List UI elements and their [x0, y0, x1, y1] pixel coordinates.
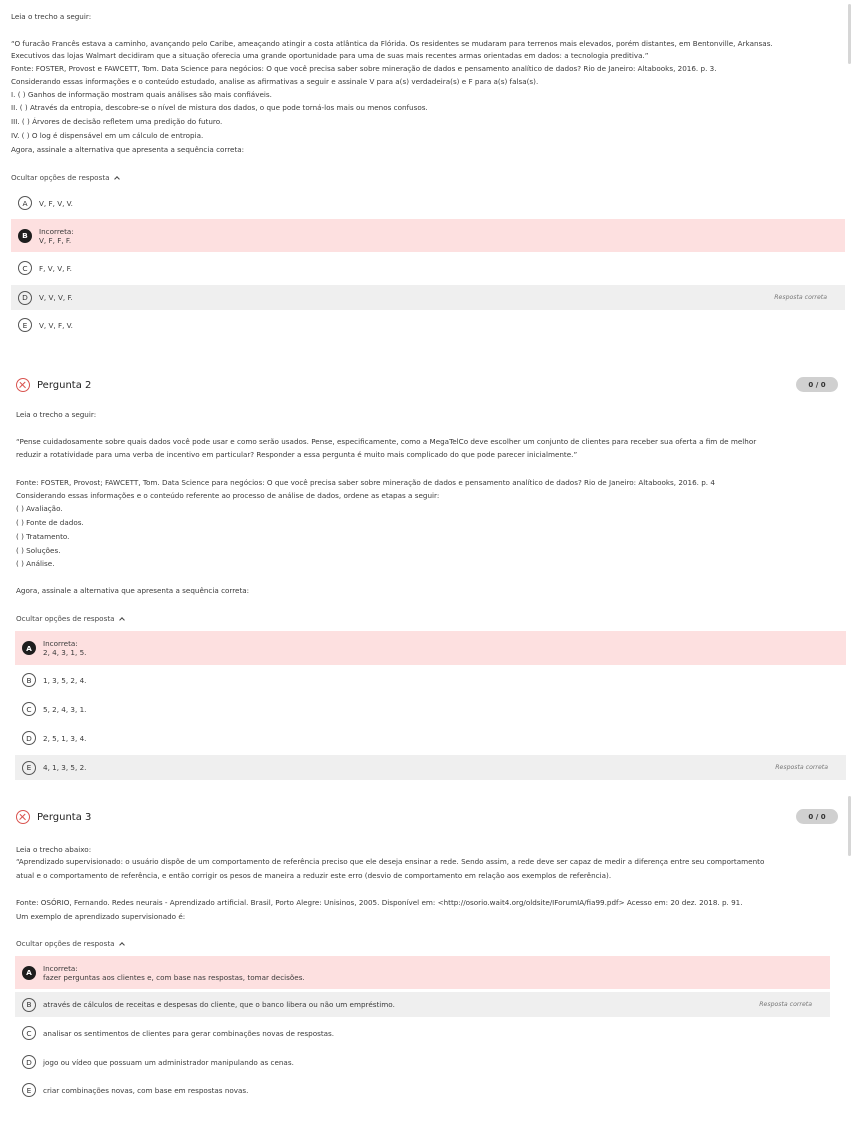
incorrect-label: Incorreta: [39, 226, 74, 236]
option-letter: C [22, 1026, 36, 1040]
option-text: V, V, F, V. [39, 320, 73, 330]
option-text: V, F, V, V. [39, 198, 73, 208]
q1-option-e[interactable] [11, 314, 845, 336]
chevron-up-icon [119, 942, 125, 948]
q3-intro: Leia o trecho abaixo: [16, 845, 92, 854]
q2-closing: Agora, assinale a alternativa que apresenta a sequência correta: [16, 586, 250, 595]
incorrect-x-icon [16, 810, 30, 824]
option-text: 2, 4, 3, 1, 5. [43, 648, 87, 657]
q3-quote-line: atual e o comportamento de referência, e então corrigir os pesos de maneira a reduzir este erro (desvio de comportamento em relação aos exemplos de referência). [16, 871, 612, 880]
q1-toggle-label: Ocultar opções de resposta [11, 173, 110, 182]
q1-text-line: Agora, assinale a alternativa que apresenta a sequência correta: [11, 145, 245, 154]
q1-option-c[interactable] [11, 257, 845, 279]
chevron-up-icon [119, 617, 125, 623]
correct-answer-note: Resposta correta [774, 294, 827, 301]
q1-option-a[interactable] [11, 192, 845, 214]
q1-text-line: “O furacão Francês estava a caminho, avançando pelo Caribe, ameaçando atingir a costa atlântica da Flórida. Os residentes se mudaram para terrenos mais elevados, porém distantes, em Bentonville, Arkansas. [11, 39, 773, 48]
correct-answer-note: Resposta correta [775, 764, 828, 771]
option-letter: D [22, 1055, 36, 1069]
question-3-panel [4, 796, 846, 1122]
option-letter: D [18, 291, 32, 305]
q1-text-line: Considerando essas informações e o conteúdo estudado, analise as afirmativas a seguir e assinale V para a(s) verdadeira(s) e F para a(s) falsa(s). [11, 77, 539, 86]
q1-option-d[interactable] [11, 285, 845, 310]
q1-text-line: IV. ( ) O log é dispensável em um cálculo de entropia. [11, 131, 204, 140]
q3-option-d[interactable] [15, 1051, 846, 1073]
q2-title: Pergunta 2 [37, 379, 92, 391]
q3-source-line: Fonte: OSÓRIO, Fernando. Redes neurais - Aprendizado artificial. Brasil, Porto Alegre: Unisinos, 2005. Disponível em: <http://osorio.wait4.org/oldsite/IForumIA/fia99.pdf> Acesso em: 20 dez. 2018. p. 91. [16, 898, 743, 907]
q2-toggle-label: Ocultar opções de resposta [16, 614, 115, 623]
incorrect-label: Incorreta: [43, 963, 78, 973]
option-letter: D [22, 731, 36, 745]
q2-option-b[interactable] [15, 669, 846, 691]
q2-step-line: ( ) Avaliação. [16, 504, 63, 513]
q2-step-line: ( ) Análise. [16, 559, 55, 568]
q3-option-a[interactable] [15, 956, 830, 989]
q1-hide-options-toggle[interactable] [11, 173, 119, 182]
q3-toggle-label: Ocultar opções de resposta [16, 939, 115, 948]
q2-header [16, 378, 91, 392]
option-text: analisar os sentimentos de clientes para gerar combinações novas de respostas. [43, 1028, 335, 1038]
option-letter: E [18, 318, 32, 332]
q1-text-line: Fonte: FOSTER, Provost e FAWCETT, Tom. Data Science para negócios: O que você precisa saber sobre mineração de dados e pensamento analítico de dados? Rio de Janeiro: Altabooks, 2016. p. 3. [11, 64, 717, 73]
option-letter: E [22, 1083, 36, 1097]
option-letter: C [22, 702, 36, 716]
correct-answer-note: Resposta correta [759, 1001, 812, 1008]
q2-score-badge: 0 / 0 [796, 377, 838, 392]
q3-option-c[interactable] [15, 1022, 846, 1044]
option-letter: B [18, 229, 32, 243]
q2-step-line: ( ) Tratamento. [16, 532, 70, 541]
q1-text-line: Executivos das lojas Walmart decidiram que a situação oferecia uma grande oportunidade para uma de suas mais recentes armas orientadas em dados: a tecnologia preditiva.” [11, 51, 649, 60]
option-letter: A [18, 196, 32, 210]
q1-text-line: II. ( ) Através da entropia, descobre-se o nível de mistura dos dados, o que pode torná-los mais ou menos confusos. [11, 103, 428, 112]
option-text: V, V, V, F. [39, 293, 73, 302]
option-text: 5, 2, 4, 3, 1. [43, 704, 87, 714]
question-2-panel [4, 364, 846, 790]
q3-question-line: Um exemplo de aprendizado supervisionado é: [16, 912, 186, 921]
incorrect-x-icon [16, 378, 30, 392]
incorrect-label: Incorreta: [43, 639, 78, 648]
option-text: criar combinações novas, com base em respostas novas. [43, 1085, 249, 1095]
q2-option-e[interactable] [15, 755, 846, 780]
q3-option-e[interactable] [15, 1079, 846, 1101]
q2-option-d[interactable] [15, 727, 846, 749]
q1-text-line: III. ( ) Árvores de decisão refletem uma predição do futuro. [11, 117, 223, 126]
q2-text-line: Considerando essas informações e o conteúdo referente ao processo de análise de dados, ordene as etapas a seguir: [16, 491, 440, 500]
option-text: 2, 5, 1, 3, 4. [43, 733, 87, 743]
option-letter: B [22, 998, 36, 1012]
option-text: 1, 3, 5, 2, 4. [43, 675, 87, 685]
option-letter: B [22, 673, 36, 687]
option-letter: A [22, 641, 36, 655]
option-text: V, F, F, F. [39, 235, 72, 245]
q3-quote-line: “Aprendizado supervisionado: o usuário dispõe de um comportamento de referência preciso que ele deseja ensinar a rede. Sendo assim, a rede deve ser capaz de medir a diferença entre seu comportamento [16, 857, 765, 866]
q3-title: Pergunta 3 [37, 811, 92, 823]
chevron-up-icon [114, 176, 120, 182]
option-text: F, V, V, F. [39, 263, 72, 273]
q2-intro: Leia o trecho a seguir: [16, 410, 97, 419]
q2-option-a[interactable] [15, 631, 846, 665]
q1-text-line: I. ( ) Ganhos de informação mostram quais análises são mais confiáveis. [11, 90, 272, 99]
q2-text-line: Fonte: FOSTER, Provost; FAWCETT, Tom. Data Science para negócios: O que você precisa saber sobre mineração de dados e pensamento analítico de dados? Rio de Janeiro: Altabooks, 2016. p. 4 [16, 478, 715, 487]
q2-step-line: ( ) Soluções. [16, 546, 61, 555]
q2-quote-line: “Pense cuidadosamente sobre quais dados você pode usar e como serão usados. Pense, especificamente, como a MegaTelCo deve escolher um conjunto de clientes para receber sua oferta a fim de melhor [16, 437, 757, 446]
option-letter: A [22, 966, 36, 980]
option-text: 4, 1, 3, 5, 2. [43, 763, 87, 772]
q3-hide-options-toggle[interactable] [16, 939, 124, 948]
q2-step-line: ( ) Fonte de dados. [16, 518, 84, 527]
q2-option-c[interactable] [15, 698, 846, 720]
option-letter: C [18, 261, 32, 275]
option-text: fazer perguntas aos clientes e, com base nas respostas, tomar decisões. [43, 972, 305, 982]
question-1-panel [0, 0, 845, 356]
q3-score-badge: 0 / 0 [796, 809, 838, 824]
q3-option-b[interactable] [15, 992, 830, 1017]
q3-header [16, 810, 91, 824]
option-text: jogo ou vídeo que possuam um administrador manipulando as cenas. [43, 1057, 294, 1067]
option-letter: E [22, 761, 36, 775]
q2-quote-line: reduzir a rotatividade para uma verba de incentivo em particular? Responder a essa pergunta é muito mais complicado do que pode parecer inicialmente.” [16, 450, 578, 459]
q2-hide-options-toggle[interactable] [16, 614, 124, 623]
option-text: através de cálculos de receitas e despesas do cliente, que o banco libera ou não um empréstimo. [43, 1000, 395, 1009]
q1-intro: Leia o trecho a seguir: [11, 12, 92, 21]
q1-option-b[interactable] [11, 219, 845, 252]
